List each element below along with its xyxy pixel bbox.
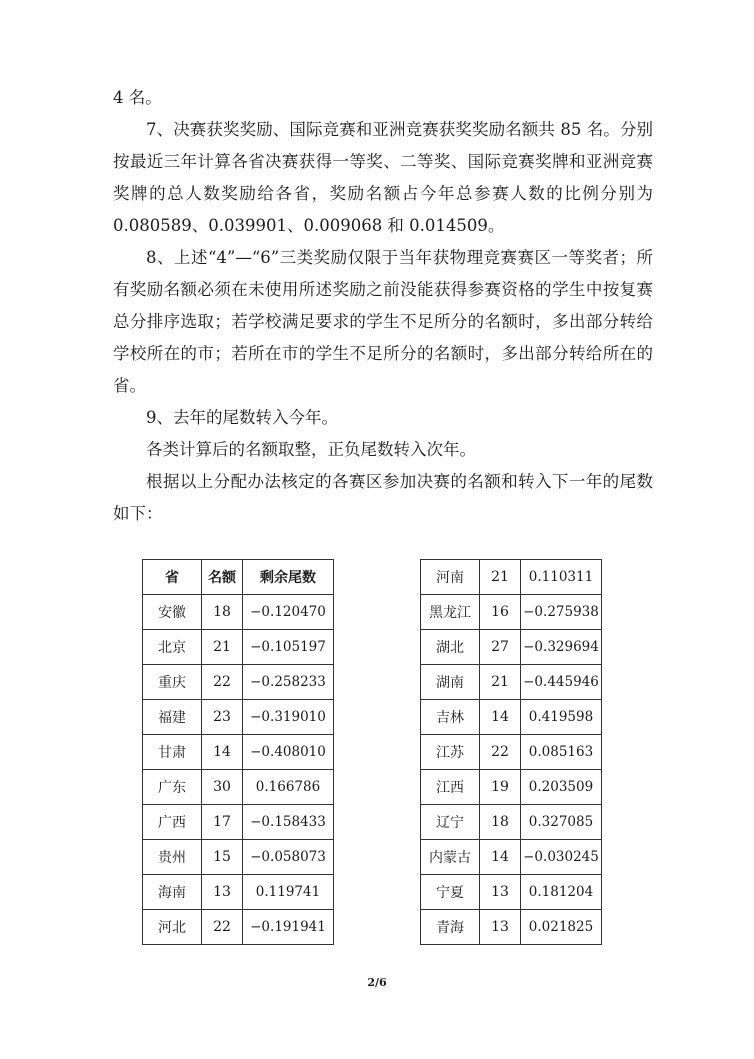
cell-remainder: 0.085163 xyxy=(521,735,602,770)
cell-province: 贵州 xyxy=(143,840,202,875)
body-text xyxy=(113,82,653,530)
table-row xyxy=(143,595,334,630)
cell-remainder: −0.319010 xyxy=(243,700,334,735)
table-header-row xyxy=(143,560,334,595)
table-row xyxy=(143,840,334,875)
cell-quota: 13 xyxy=(480,875,521,910)
cell-province: 甘肃 xyxy=(143,735,202,770)
table-row xyxy=(421,910,602,945)
cell-remainder: 0.021825 xyxy=(521,910,602,945)
table-row xyxy=(421,770,602,805)
page-number: 2/6 xyxy=(367,976,387,989)
cell-province: 青海 xyxy=(421,910,480,945)
table-row xyxy=(143,910,334,945)
table-row xyxy=(143,630,334,665)
cell-quota: 21 xyxy=(202,630,243,665)
cell-quota: 14 xyxy=(480,700,521,735)
cell-remainder: −0.275938 xyxy=(521,595,602,630)
cell-province: 江苏 xyxy=(421,735,480,770)
cell-quota: 30 xyxy=(202,770,243,805)
cell-province: 福建 xyxy=(143,700,202,735)
cell-province: 北京 xyxy=(143,630,202,665)
table-row xyxy=(421,700,602,735)
cell-remainder: −0.120470 xyxy=(243,595,334,630)
cell-quota: 27 xyxy=(480,630,521,665)
cell-quota: 23 xyxy=(202,700,243,735)
cell-province: 内蒙古 xyxy=(421,840,480,875)
quota-table-left xyxy=(142,559,334,945)
cell-remainder: 0.166786 xyxy=(243,770,334,805)
paragraph-table-intro: 根据以上分配办法核定的各赛区参加决赛的名额和转入下一年的尾数如下： xyxy=(113,472,653,523)
cell-province: 重庆 xyxy=(143,665,202,700)
table-row xyxy=(143,735,334,770)
cell-province: 宁夏 xyxy=(421,875,480,910)
cell-remainder: −0.158433 xyxy=(243,805,334,840)
cell-remainder: 0.119741 xyxy=(243,875,334,910)
cell-province: 海南 xyxy=(143,875,202,910)
cell-quota: 21 xyxy=(480,560,521,595)
table-row xyxy=(143,700,334,735)
cell-province: 河北 xyxy=(143,910,202,945)
table-row xyxy=(421,595,602,630)
header-remainder: 剩余尾数 xyxy=(243,560,334,595)
cell-remainder: −0.408010 xyxy=(243,735,334,770)
cell-quota: 19 xyxy=(480,770,521,805)
cell-quota: 18 xyxy=(202,595,243,630)
cell-province: 辽宁 xyxy=(421,805,480,840)
cell-province: 广西 xyxy=(143,805,202,840)
table-row xyxy=(143,770,334,805)
cell-quota: 17 xyxy=(202,805,243,840)
table-row xyxy=(421,630,602,665)
paragraph-continuation: 4 名。 xyxy=(113,88,162,107)
cell-province: 湖南 xyxy=(421,665,480,700)
table-row xyxy=(421,840,602,875)
quota-tables xyxy=(142,559,614,944)
cell-province: 吉林 xyxy=(421,700,480,735)
cell-quota: 18 xyxy=(480,805,521,840)
cell-quota: 22 xyxy=(202,665,243,700)
table-row xyxy=(143,875,334,910)
cell-quota: 13 xyxy=(202,875,243,910)
cell-remainder: −0.105197 xyxy=(243,630,334,665)
cell-province: 广东 xyxy=(143,770,202,805)
header-province: 省 xyxy=(143,560,202,595)
table-row xyxy=(143,805,334,840)
cell-province: 黑龙江 xyxy=(421,595,480,630)
paragraph-item-9: 9、去年的尾数转入今年。 xyxy=(146,408,338,427)
paragraph-rounding-note: 各类计算后的名额取整，正负尾数转入次年。 xyxy=(146,440,476,459)
cell-remainder: 0.419598 xyxy=(521,700,602,735)
cell-remainder: −0.191941 xyxy=(243,910,334,945)
cell-province: 江西 xyxy=(421,770,480,805)
table-row xyxy=(421,560,602,595)
table-row xyxy=(421,665,602,700)
cell-remainder: −0.058073 xyxy=(243,840,334,875)
cell-province: 安徽 xyxy=(143,595,202,630)
cell-quota: 14 xyxy=(202,735,243,770)
table-row xyxy=(143,665,334,700)
cell-quota: 15 xyxy=(202,840,243,875)
header-quota: 名额 xyxy=(202,560,243,595)
table-row xyxy=(421,805,602,840)
cell-province: 河南 xyxy=(421,560,480,595)
quota-table-right xyxy=(420,559,602,945)
cell-quota: 21 xyxy=(480,665,521,700)
cell-remainder: −0.445946 xyxy=(521,665,602,700)
table-row xyxy=(421,875,602,910)
cell-remainder: 0.181204 xyxy=(521,875,602,910)
table-row xyxy=(421,735,602,770)
cell-quota: 22 xyxy=(202,910,243,945)
cell-remainder: 0.203509 xyxy=(521,770,602,805)
cell-quota: 14 xyxy=(480,840,521,875)
cell-quota: 22 xyxy=(480,735,521,770)
cell-remainder: −0.258233 xyxy=(243,665,334,700)
cell-quota: 16 xyxy=(480,595,521,630)
paragraph-item-7: 7、决赛获奖奖励、国际竞赛和亚洲竞赛获奖奖励名额共 85 名。分别按最近三年计算各省决赛获得一等奖、二等奖、国际竞赛奖牌和亚洲竞赛奖牌的总人数奖励给各省，奖励名额占今年总参赛人数的比例分别为 0.080589、0.039901、0.009068 和 0.014509。 xyxy=(113,120,653,235)
cell-remainder: 0.327085 xyxy=(521,805,602,840)
paragraph-item-8: 8、上述“4”—“6”三类奖励仅限于当年获物理竞赛赛区一等奖者；所有奖励名额必须在未使用所述奖励之前没能获得参赛资格的学生中按复赛总分排序选取；若学校满足要求的学生不足所分的名额时，多出部分转给学校所在的市；若所在市的学生不足所分的名额时，多出部分转给所在的省。 xyxy=(113,248,653,395)
cell-remainder: 0.110311 xyxy=(521,560,602,595)
cell-province: 湖北 xyxy=(421,630,480,665)
cell-remainder: −0.030245 xyxy=(521,840,602,875)
cell-remainder: −0.329694 xyxy=(521,630,602,665)
cell-quota: 13 xyxy=(480,910,521,945)
